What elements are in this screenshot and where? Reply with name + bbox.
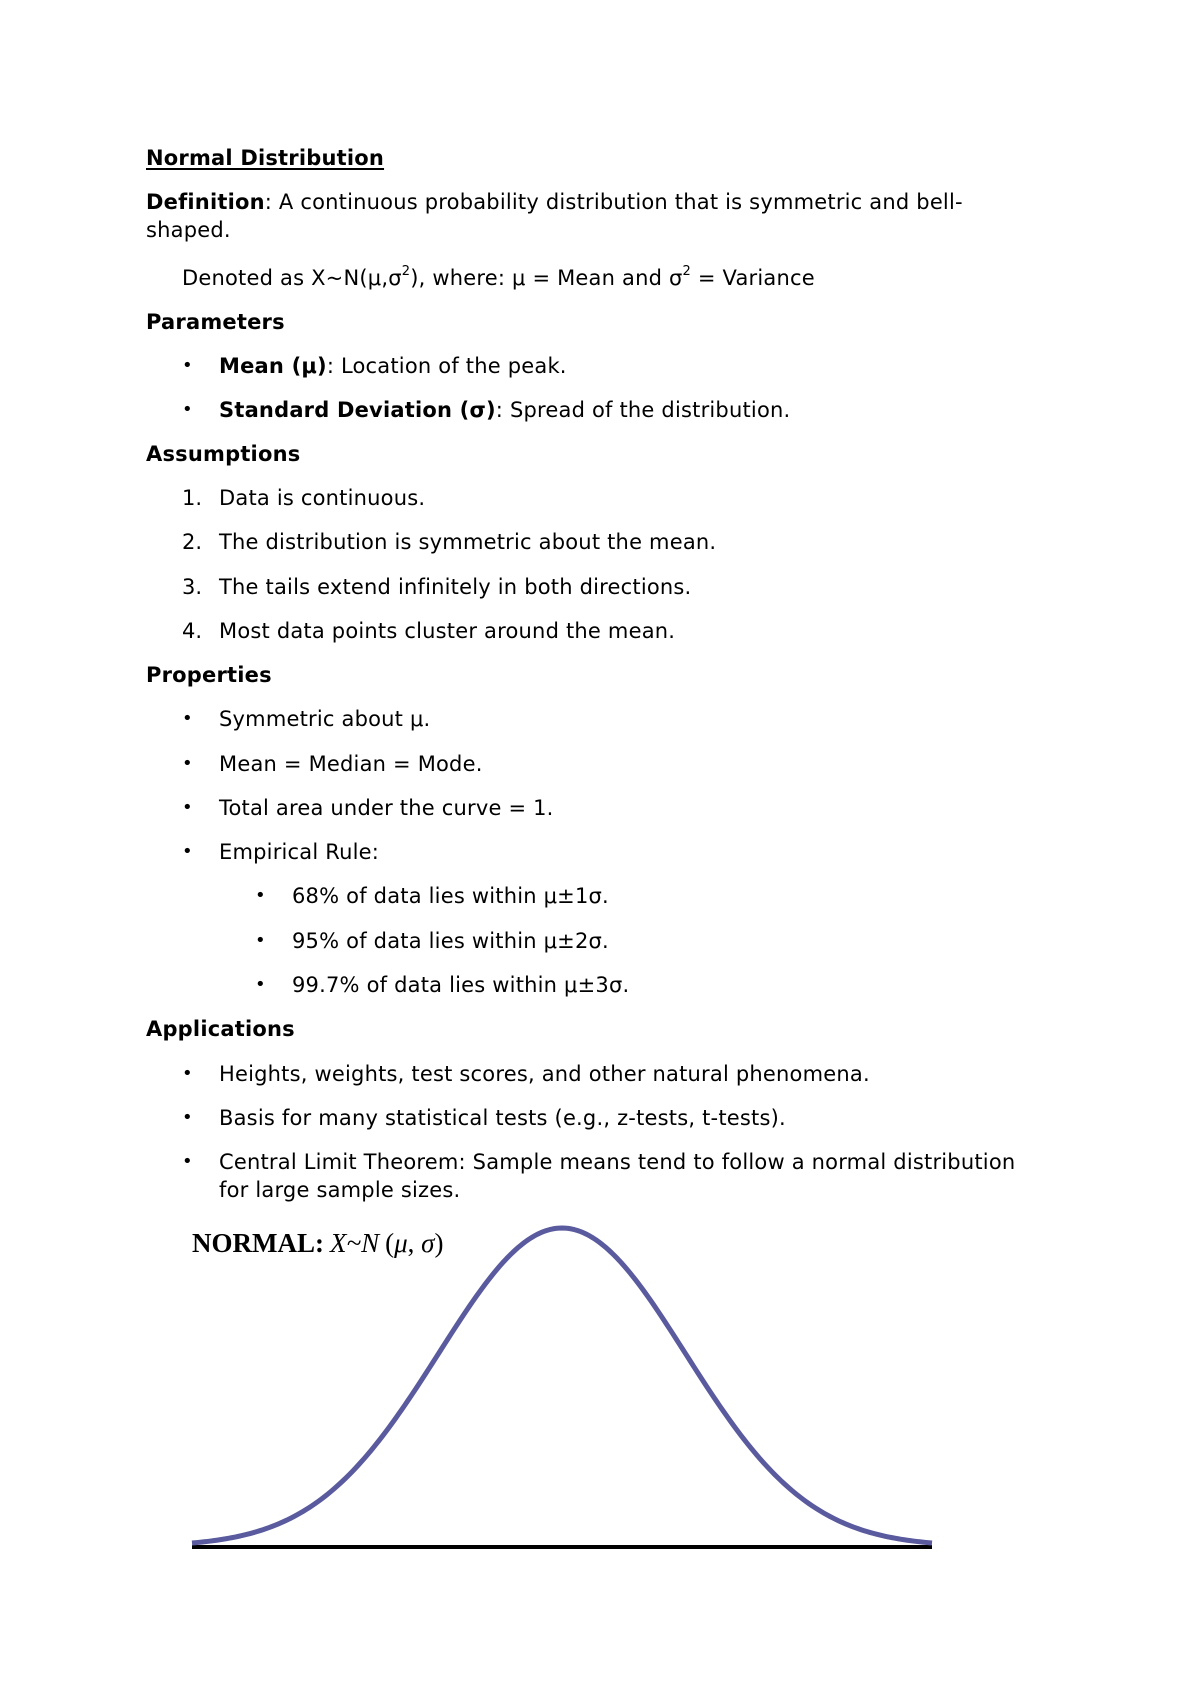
application-item: Basis for many statistical tests (e.g., z-tests, t-tests). [219, 1106, 786, 1130]
list-number: 1. [182, 486, 203, 510]
property-item: Mean = Median = Mode. [219, 752, 483, 776]
figure-label-close: ) [434, 1228, 444, 1258]
bullet-icon: • [182, 841, 193, 862]
empirical-item: 99.7% of data lies within μ±3σ. [292, 973, 630, 997]
applications-heading: Applications [146, 1017, 295, 1041]
definition-label: Definition [146, 190, 265, 214]
normal-distribution-figure [180, 1210, 940, 1560]
parameter-item-sd [219, 396, 790, 424]
application-item-clt-line-1: Central Limit Theorem: Sample means tend to follow a normal distribution [219, 1150, 1016, 1174]
denoted-middle: ), where: μ = Mean and σ [410, 266, 683, 290]
assumption-item: The distribution is symmetric about the mean. [219, 530, 717, 554]
parameter-text: : Spread of the distribution. [495, 398, 791, 422]
definition-line-1 [146, 188, 963, 216]
definition-text: : A continuous probability distribution that is symmetric and bell- [264, 190, 963, 214]
bullet-icon: • [255, 930, 266, 951]
page-title: Normal Distribution [146, 146, 385, 170]
list-number: 2. [182, 530, 203, 554]
figure-label-mu: μ [394, 1228, 408, 1258]
bullet-icon: • [182, 399, 193, 420]
denoted-sup-1: 2 [401, 264, 411, 279]
parameter-text: : Location of the peak. [326, 354, 567, 378]
denoted-line [182, 264, 815, 292]
assumptions-heading: Assumptions [146, 442, 301, 466]
bullet-icon: • [182, 355, 193, 376]
denoted-prefix: Denoted as X~N(μ,σ [182, 266, 402, 290]
list-number: 3. [182, 575, 203, 599]
parameter-label: Mean (μ) [219, 354, 327, 378]
bullet-icon: • [182, 1107, 193, 1128]
bullet-icon: • [255, 885, 266, 906]
properties-heading: Properties [146, 663, 272, 687]
parameters-heading: Parameters [146, 310, 285, 334]
bullet-icon: • [182, 708, 193, 729]
bell-curve-line [192, 1228, 932, 1543]
assumption-item: Most data points cluster around the mean. [219, 619, 676, 643]
application-item-clt-line-2: for large sample sizes. [219, 1178, 461, 1202]
bullet-icon: • [182, 797, 193, 818]
property-item: Symmetric about μ. [219, 707, 431, 731]
bullet-icon: • [255, 974, 266, 995]
bullet-icon: • [182, 753, 193, 774]
definition-line-2: shaped. [146, 218, 231, 242]
application-item: Heights, weights, test scores, and other natural phenomena. [219, 1062, 870, 1086]
figure-label [192, 1228, 443, 1258]
assumption-item: The tails extend infinitely in both directions. [219, 575, 692, 599]
bullet-icon: • [182, 1063, 193, 1084]
empirical-item: 68% of data lies within μ±1σ. [292, 884, 609, 908]
figure-label-italic: X~N [329, 1228, 380, 1258]
empirical-item: 95% of data lies within μ±2σ. [292, 929, 609, 953]
property-item: Total area under the curve = 1. [219, 796, 554, 820]
list-number: 4. [182, 619, 203, 643]
figure-label-bold: NORMAL: [192, 1228, 324, 1258]
bullet-icon: • [182, 1151, 193, 1172]
assumption-item: Data is continuous. [219, 486, 426, 510]
parameter-label: Standard Deviation (σ) [219, 398, 496, 422]
figure-label-comma: , [407, 1228, 422, 1258]
figure-label-sigma: σ [421, 1228, 435, 1258]
parameter-item-mean [219, 352, 567, 380]
denoted-suffix: = Variance [691, 266, 815, 290]
property-item: Empirical Rule: [219, 840, 380, 864]
figure-label-open: ( [385, 1228, 395, 1258]
denoted-sup-2: 2 [682, 264, 691, 279]
